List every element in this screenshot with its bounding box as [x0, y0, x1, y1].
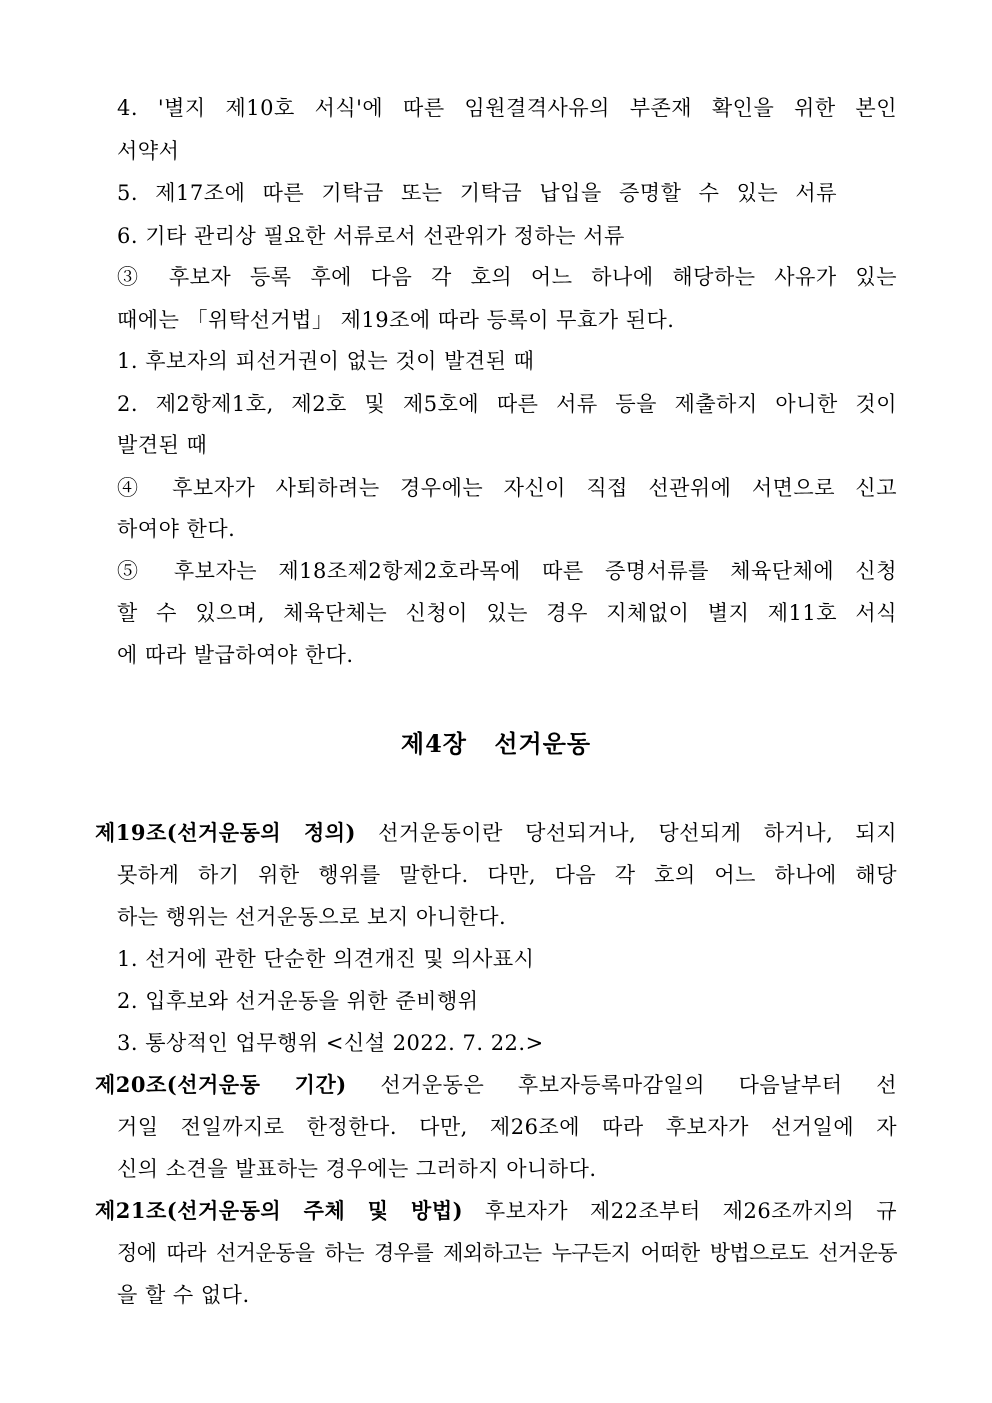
article-21-line-1	[95, 1196, 897, 1226]
chapter-title: 제4장 선거운동	[400, 729, 592, 758]
article-19-line-1	[95, 818, 897, 848]
article-19-text: 선거운동이란 당선되거나, 당선되게 하거나, 되지	[356, 821, 897, 845]
text-line: ③ 후보자 등록 후에 다음 각 호의 어느 하나에 해당하는 사유가 있는	[117, 265, 897, 289]
text-line: 에 따라 발급하여야 한다.	[117, 643, 354, 667]
text-line: 2. 제2항제1호, 제2호 및 제5호에 따른 서류 등을 제출하지 아니한 것이	[117, 392, 897, 416]
article-20-heading: 제20조(선거운동 기간)	[95, 1072, 347, 1097]
article-19-heading: 제19조(선거운동의 정의)	[95, 820, 356, 845]
text-line: 1. 후보자의 피선거권이 없는 것이 발견된 때	[117, 349, 535, 373]
text-line: 하는 행위는 선거운동으로 보지 아니한다.	[117, 905, 507, 929]
list-item: 2. 입후보와 선거운동을 위한 준비행위	[117, 989, 479, 1013]
text-line: 신의 소견을 발표하는 경우에는 그러하지 아니하다.	[117, 1157, 597, 1181]
text-line: 할 수 있으며, 체육단체는 신청이 있는 경우 지체없이 별지 제11호 서식	[117, 601, 897, 625]
article-21-heading: 제21조(선거운동의 주체 및 방법)	[95, 1198, 464, 1223]
text-line: ④ 후보자가 사퇴하려는 경우에는 자신이 직접 선관위에 서면으로 신고	[117, 476, 897, 500]
text-line: ⑤ 후보자는 제18조제2항제2호라목에 따른 증명서류를 체육단체에 신청	[117, 559, 897, 583]
text-line: 하여야 한다.	[117, 517, 236, 541]
text-line: 못하게 하기 위한 행위를 말한다. 다만, 다음 각 호의 어느 하나에 해당	[117, 863, 897, 887]
article-21-text: 후보자가 제22조부터 제26조까지의 규	[463, 1199, 897, 1223]
text-line: 6. 기타 관리상 필요한 서류로서 선관위가 정하는 서류	[117, 224, 625, 248]
article-20-line-1	[95, 1070, 897, 1100]
text-line: 을 할 수 없다.	[117, 1283, 250, 1307]
text-line: 5. 제17조에 따른 기탁금 또는 기탁금 납입을 증명할 수 있는 서류	[117, 181, 837, 205]
text-line: 서약서	[117, 139, 180, 163]
text-line: 4. '별지 제10호 서식'에 따른 임원결격사유의 부존재 확인을 위한 본인	[117, 96, 897, 120]
text-line: 때에는 「위탁선거법」 제19조에 따라 등록이 무효가 된다.	[117, 308, 675, 332]
text-line: 발견된 때	[117, 433, 208, 457]
list-item: 3. 통상적인 업무행위 <신설 2022. 7. 22.>	[117, 1031, 544, 1055]
article-20-text: 선거운동은 후보자등록마감일의 다음날부터 선	[346, 1073, 897, 1097]
list-item: 1. 선거에 관한 단순한 의견개진 및 의사표시	[117, 947, 535, 971]
text-line: 정에 따라 선거운동을 하는 경우를 제외하고는 누구든지 어떠한 방법으로도 선거운동	[117, 1241, 897, 1265]
text-line: 거일 전일까지로 한정한다. 다만, 제26조에 따라 후보자가 선거일에 자	[117, 1115, 897, 1139]
